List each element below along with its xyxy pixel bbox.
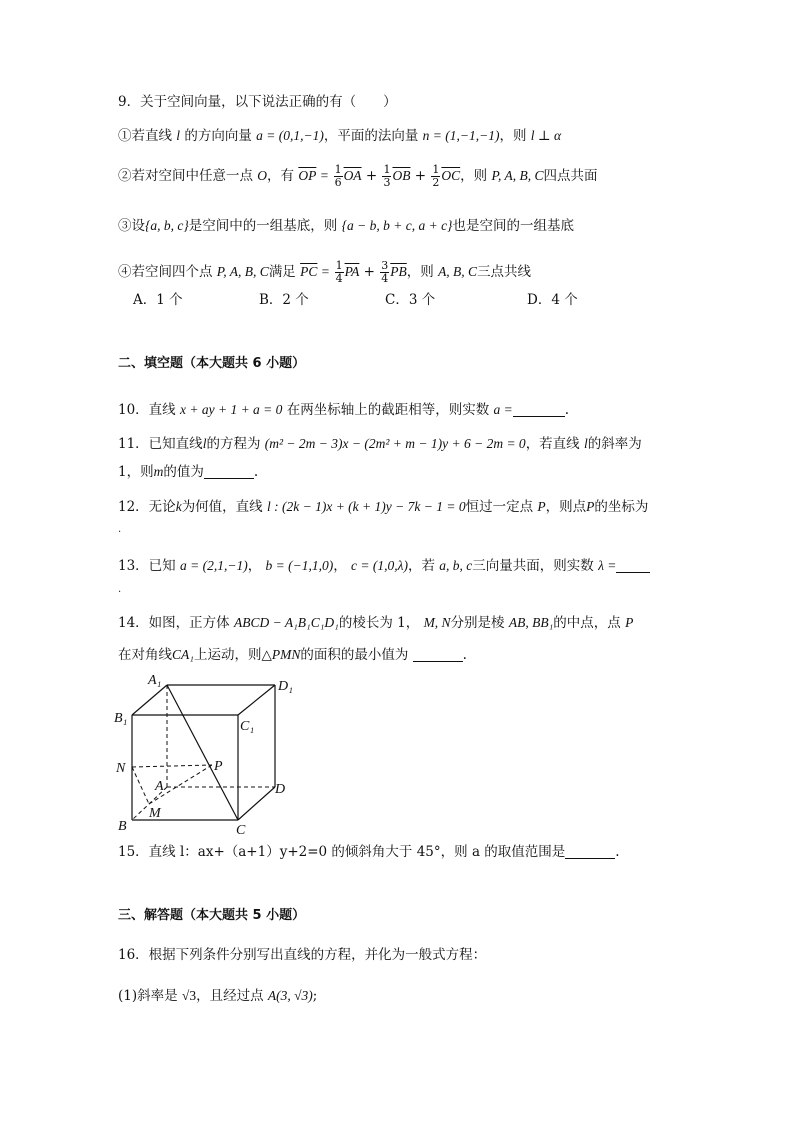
q13: 13．已知 a = (2,1,−1)， b = (−1,1,0)， c = (1,0,λ)，若 a, b, c三向量共面，则实数 λ = — [118, 556, 650, 576]
q14-line-2: 在对角线CA₁上运动，则△PMN的面积的最小值为 . — [118, 647, 467, 663]
edge-d1-c1 — [238, 685, 275, 715]
q10: 10．直线 x + ay + 1 + a = 0 在两坐标轴上的截距相等，则实数 a = . — [118, 402, 570, 418]
q9-statement-4: ④若空间四个点 P, A, B, C满足 $\overline{PC}$ = $\frac{1}{4}$ $\overline{PA}$ + $\frac{3}{4}$ $\overline{PB}$，则 A, B, C三点共线 — [118, 259, 532, 285]
q11-line-2: 1，则m的值为 . — [118, 464, 259, 480]
label-p: P — [214, 759, 223, 774]
q9-statement-1: ①若直线 l 的方向向量 a = (0,1,−1)，平面的法向量 n = (1,−1,−1)，则 l ⊥ α — [118, 128, 562, 144]
label-b: B — [118, 819, 127, 834]
label-n: N — [116, 761, 126, 776]
q16-part-1: (1)斜率是 √3，且经过点 A(3, √3); — [118, 988, 318, 1004]
option-b[interactable]: B．2 个 — [259, 292, 309, 308]
edge-c-d — [238, 787, 275, 820]
label-b1: B₁ — [114, 711, 128, 726]
q9-statement-3: ③设{a, b, c}是空间中的一组基底，则 {a − b, b + c, a + c}也是空间的一组基底 — [118, 218, 574, 234]
segment-n-m — [132, 767, 149, 804]
q12: 12．无论k为何值，直线 l : (2k − 1)x + (k + 1)y − 7k − 1 = 0恒过一定点 P，则点P的坐标为 — [118, 499, 649, 515]
label-m: M — [149, 806, 161, 821]
q9-options — [133, 290, 653, 310]
q15-answer-blank[interactable] — [565, 844, 615, 859]
option-d[interactable]: D．4 个 — [527, 292, 578, 308]
label-c1: C₁ — [240, 719, 255, 734]
label-d: D — [275, 782, 286, 797]
q12-trailing-dot: . — [118, 524, 122, 535]
q16-stem: 16．根据下列条件分别写出直线的方程，并化为一般式方程： — [118, 947, 487, 963]
diagonal-a1-c — [167, 685, 238, 820]
direction-vector: a = (0,1,−1) — [256, 128, 324, 143]
section-3-heading: 三、解答题（本大题共 5 小题） — [118, 908, 306, 923]
segment-n-p — [132, 765, 212, 767]
normal-vector: n = (1,−1,−1) — [422, 128, 500, 143]
q13-answer-blank[interactable] — [616, 558, 650, 573]
cube-figure — [112, 670, 302, 840]
edge-a1-b1 — [132, 685, 167, 715]
section-2-heading: 二、填空题（本大题共 6 小题） — [118, 356, 306, 371]
q9-statement-2: ②若对空间中任意一点 O，有 $\overline{OP}$ = $\frac{1}{6}$ $\overline{OA}$ + $\frac{1}{3}$ $\overline{OB}$ + $\frac{1}{2}$ $\overline{OC}$，则 P, A, B, C四点共面 — [118, 163, 598, 189]
q14-answer-blank[interactable] — [413, 647, 463, 662]
q14-line-1: 14．如图，正方体 ABCD − A₁B₁C₁D₁的棱长为 1， M, N分别是棱 AB, BB₁的中点，点 P — [118, 615, 634, 631]
q9-stem: 9．关于空间向量，以下说法正确的有（ ） — [118, 94, 397, 110]
q11-line-1: 11．已知直线l的方程为 (m² − 2m − 3)x − (2m² + m − 1)y + 6 − 2m = 0，若直线 l的斜率为 — [118, 436, 642, 452]
q10-answer-blank[interactable] — [513, 402, 565, 417]
label-a1: A₁ — [148, 673, 162, 688]
q15: 15．直线 l：ax+（a+1）y+2=0 的倾斜角大于 45°，则 a 的取值范围是 . — [118, 844, 620, 860]
label-a: A — [155, 779, 164, 794]
label-d1: D₁ — [278, 679, 293, 694]
q11-answer-blank[interactable] — [204, 464, 254, 479]
q13-trailing-dot: . — [118, 584, 122, 595]
label-c: C — [236, 823, 246, 838]
option-a[interactable]: A．1 个 — [133, 292, 183, 308]
option-c[interactable]: C．3 个 — [385, 292, 436, 308]
